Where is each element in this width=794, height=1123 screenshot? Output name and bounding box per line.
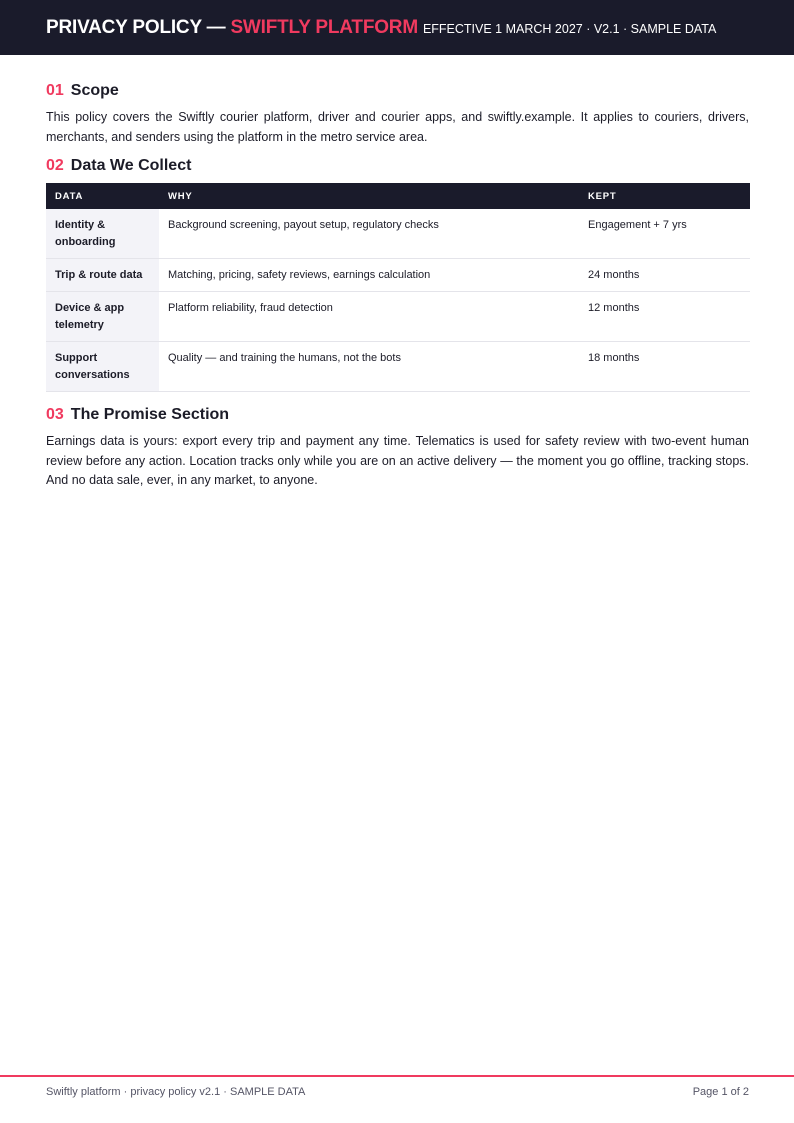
page-number: Page 1 of 2	[692, 1086, 749, 1098]
table-header-row	[46, 183, 750, 209]
table-cell-data: Support conversations	[46, 342, 159, 392]
column-header-why: WHY	[159, 183, 579, 209]
section-number: 03	[46, 406, 64, 423]
section-heading	[46, 406, 749, 424]
table-cell-kept: Engagement + 7 yrs	[579, 209, 750, 259]
section-title: Scope	[70, 82, 119, 99]
table-cell-kept: 18 months	[579, 342, 750, 392]
section-scope	[46, 82, 749, 147]
table-cell-why: Platform reliability, fraud detection	[159, 292, 579, 342]
section-title: The Promise Section	[70, 406, 230, 423]
table-cell-data: Identity & onboarding	[46, 209, 159, 259]
table-cell-why: Matching, pricing, safety reviews, earnings calculation	[159, 259, 579, 292]
section-heading	[46, 157, 749, 175]
platform-name: SWIFTLY PLATFORM	[230, 16, 418, 38]
footer-document-info: Swiftly platform · privacy policy v2.1 · SAMPLE DATA	[46, 1086, 306, 1098]
section-heading	[46, 82, 749, 100]
section-promise	[46, 406, 749, 491]
table-row	[46, 209, 750, 259]
table-cell-kept: 12 months	[579, 292, 750, 342]
section-body: Earnings data is yours: export every trip and payment any time. Telematics is used for safety review with two-event human review before any action. Location tracks only while you are on an active delivery — the moment you go offline, tracking stops. And no data sale, ever, in any market, to anyone.	[46, 434, 749, 487]
footer-divider	[0, 1075, 794, 1077]
document-title: PRIVACY POLICY —	[46, 16, 226, 38]
main-content	[46, 82, 749, 491]
table-row	[46, 342, 750, 392]
section-data-we-collect	[46, 157, 749, 392]
section-number: 01	[46, 82, 64, 99]
table-cell-data: Device & app telemetry	[46, 292, 159, 342]
table-row	[46, 259, 750, 292]
column-header-data: DATA	[46, 183, 159, 209]
column-header-kept: KEPT	[579, 183, 750, 209]
table-cell-kept: 24 months	[579, 259, 750, 292]
table-cell-why: Quality — and training the humans, not the bots	[159, 342, 579, 392]
table-row	[46, 292, 750, 342]
table-cell-why: Background screening, payout setup, regulatory checks	[159, 209, 579, 259]
header-bar	[0, 0, 794, 55]
table-cell-data: Trip & route data	[46, 259, 159, 292]
section-number: 02	[46, 157, 64, 174]
document-meta: EFFECTIVE 1 MARCH 2027 · V2.1 · SAMPLE DATA	[422, 21, 717, 36]
data-table	[46, 183, 750, 392]
section-title: Data We Collect	[70, 157, 192, 174]
section-body: This policy covers the Swiftly courier platform, driver and courier apps, and swiftly.example. It applies to couriers, drivers, merchants, and senders using the platform in the metro service area.	[46, 110, 749, 144]
